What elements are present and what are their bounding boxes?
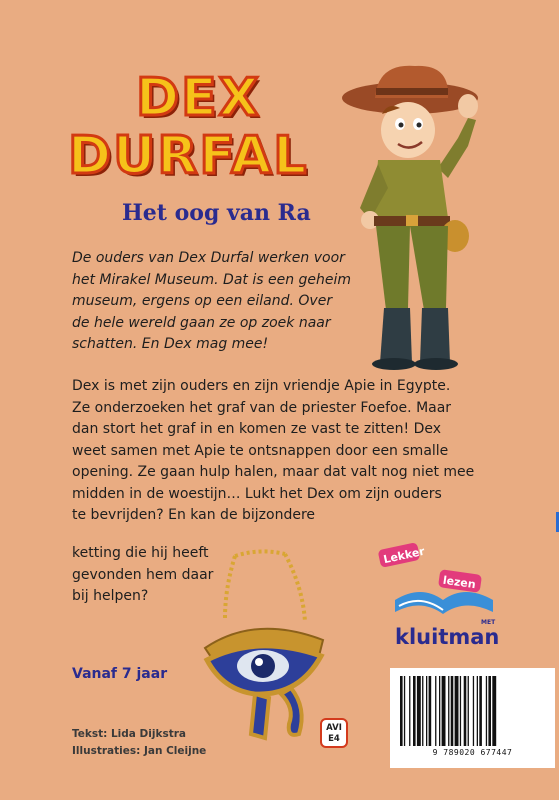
intro-line: de hele wereld gaan ze op zoek naar xyxy=(72,314,331,331)
story-line: Ze onderzoeken het graf van de priester Foefoe. Maar xyxy=(72,399,452,416)
logo-word-1: Lekker xyxy=(382,544,426,567)
intro-line: De ouders van Dex Durfal werken voor xyxy=(72,250,345,266)
story-line: te bevrijden? En kan de bijzondere xyxy=(72,507,316,523)
logo-word-2: lezen xyxy=(442,573,477,592)
intro-line: schatten. En Dex mag mee! xyxy=(72,336,269,352)
avi-level: E4 xyxy=(328,734,340,744)
story-line: ketting die hij heeft xyxy=(72,545,209,561)
age-recommendation: Vanaf 7 jaar xyxy=(72,666,168,682)
book-subtitle: Het oog van Ra xyxy=(122,200,311,226)
story-line: midden in de woestijn… Lukt het Dex om zijn ouders xyxy=(72,485,442,502)
intro-line: het Mirakel Museum. Dat is een geheim xyxy=(72,271,352,288)
story-paragraph xyxy=(72,376,492,527)
title-line-1: DEX xyxy=(136,68,261,128)
story-line: gevonden hem daar xyxy=(72,566,214,583)
credits xyxy=(72,726,206,760)
series-title-logo xyxy=(68,68,368,188)
isbn-number: 9 789020 677447 xyxy=(432,748,513,757)
story-line: dan stort het graf in en komen ze vast te zitten! Dex xyxy=(72,421,442,437)
author-credit: Tekst: Lida Dijkstra xyxy=(72,728,186,740)
story-line: opening. Ze gaan hulp halen, maar dat valt nog niet mee xyxy=(72,464,475,480)
intro-paragraph xyxy=(72,248,372,356)
illustrator-credit: Illustraties: Jan Cleijne xyxy=(72,745,207,757)
title-line-2: DURFAL xyxy=(68,126,309,186)
publisher-brand: kluitman xyxy=(395,625,500,649)
isbn-barcode xyxy=(390,668,555,768)
avi-level-badge xyxy=(320,718,348,748)
barcode-bars xyxy=(398,676,546,746)
intro-line: museum, ergens op een eiland. Over xyxy=(72,293,333,309)
story-line: bij helpen? xyxy=(72,588,149,604)
story-line: weet samen met Apie te ontsnappen door een smalle xyxy=(72,442,449,459)
story-line: Dex is met zijn ouders en zijn vriendje Apie in Egypte. xyxy=(72,378,451,394)
eye-of-ra-amulet-illustration xyxy=(195,548,330,748)
lekker-lezen-series-logo xyxy=(377,540,507,655)
avi-label: AVI xyxy=(326,723,342,733)
logo-small-text: MET xyxy=(481,619,496,626)
